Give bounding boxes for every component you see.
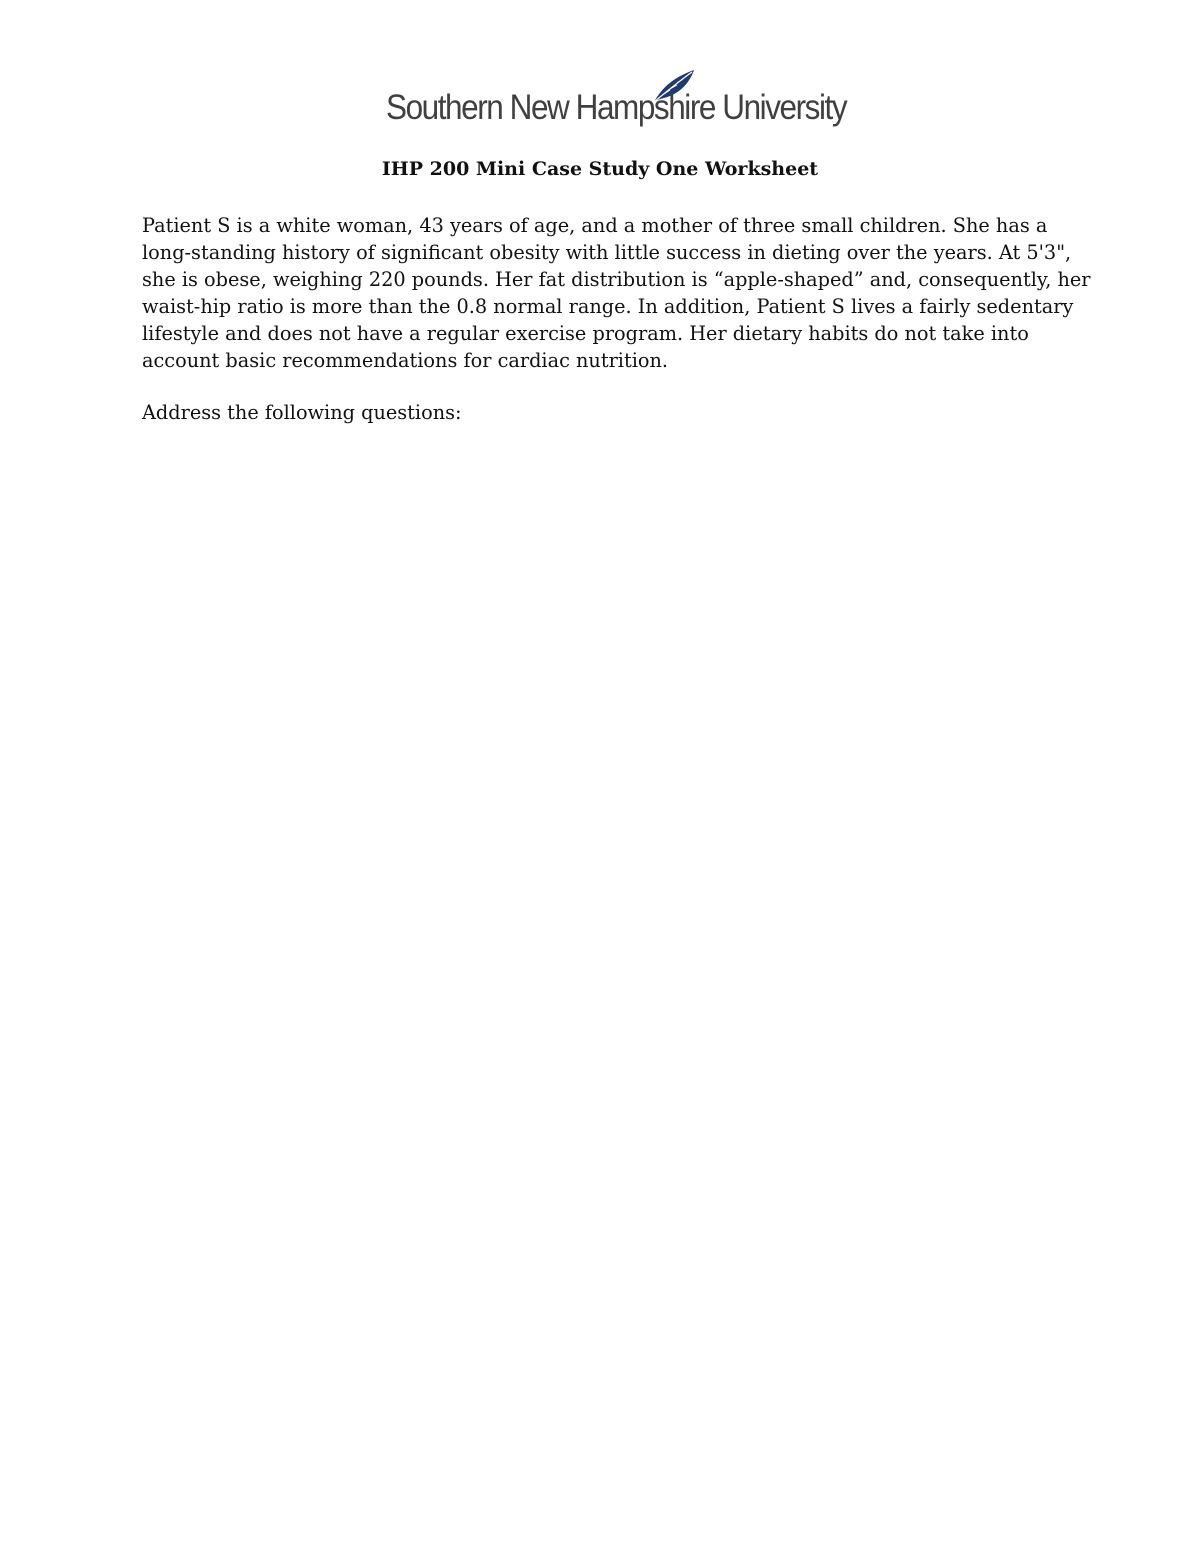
case-line: account basic recommendations for cardiac nutrition. (142, 349, 669, 372)
case-line: lifestyle and does not have a regular exercise program. Her dietary habits do not take into (142, 322, 1029, 345)
case-line: she is obese, weighing 220 pounds. Her fat distribution is “apple-shaped” and, consequently, her (142, 268, 1091, 291)
case-description (142, 212, 1091, 374)
worksheet-title: IHP 200 Mini Case Study One Worksheet (381, 158, 819, 180)
case-line: long-standing history of significant obesity with little success in dieting over the years. At 5'3", (142, 241, 1072, 264)
questions-prompt: Address the following questions: (142, 401, 462, 424)
case-line: waist-hip ratio is more than the 0.8 normal range. In addition, Patient S lives a fairly sedentary (142, 295, 1074, 318)
university-logo (386, 68, 847, 138)
case-line: Patient S is a white woman, 43 years of age, and a mother of three small children. She has a (142, 214, 1048, 237)
logo-wordmark: Southern New Hampshire University (386, 88, 847, 127)
